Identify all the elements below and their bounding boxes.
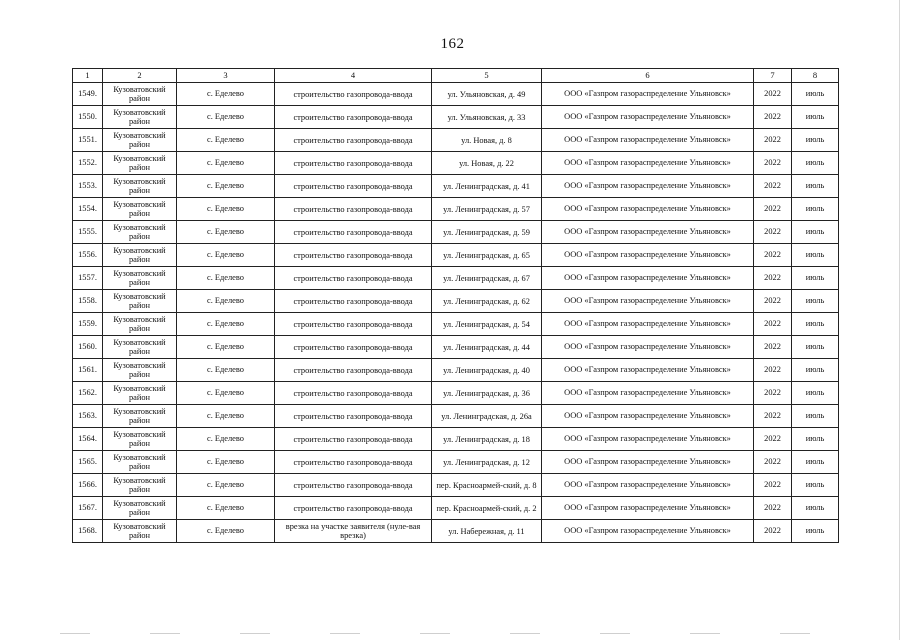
district-cell: Кузоватовский район bbox=[103, 497, 177, 520]
organization-cell: ООО «Газпром газораспределение Ульяновск» bbox=[542, 359, 754, 382]
district-cell: Кузоватовский район bbox=[103, 451, 177, 474]
column-header: 4 bbox=[275, 69, 432, 83]
row-number: 1562. bbox=[73, 382, 103, 405]
row-number: 1567. bbox=[73, 497, 103, 520]
column-header: 3 bbox=[177, 69, 275, 83]
year-cell: 2022 bbox=[754, 198, 792, 221]
row-number: 1559. bbox=[73, 313, 103, 336]
table-row bbox=[73, 129, 839, 152]
month-cell: июль bbox=[792, 359, 839, 382]
district-cell: Кузоватовский район bbox=[103, 336, 177, 359]
address-cell: ул. Ленинградская, д. 36 bbox=[432, 382, 542, 405]
address-cell: ул. Ленинградская, д. 40 bbox=[432, 359, 542, 382]
row-number: 1552. bbox=[73, 152, 103, 175]
organization-cell: ООО «Газпром газораспределение Ульяновск» bbox=[542, 313, 754, 336]
month-cell: июль bbox=[792, 451, 839, 474]
table-row bbox=[73, 106, 839, 129]
month-cell: июль bbox=[792, 175, 839, 198]
scan-edge-bottom-line bbox=[60, 633, 845, 634]
table-row bbox=[73, 313, 839, 336]
locality-cell: с. Еделево bbox=[177, 520, 275, 543]
work-type-cell: строительство газопровода-ввода bbox=[275, 175, 432, 198]
locality-cell: с. Еделево bbox=[177, 83, 275, 106]
address-cell: ул. Ленинградская, д. 41 bbox=[432, 175, 542, 198]
locality-cell: с. Еделево bbox=[177, 221, 275, 244]
address-cell: ул. Ленинградская, д. 44 bbox=[432, 336, 542, 359]
work-type-cell: строительство газопровода-ввода bbox=[275, 428, 432, 451]
district-cell: Кузоватовский район bbox=[103, 267, 177, 290]
header-row bbox=[73, 69, 839, 83]
address-cell: ул. Ленинградская, д. 62 bbox=[432, 290, 542, 313]
table-row bbox=[73, 428, 839, 451]
table-row bbox=[73, 267, 839, 290]
organization-cell: ООО «Газпром газораспределение Ульяновск» bbox=[542, 129, 754, 152]
month-cell: июль bbox=[792, 313, 839, 336]
work-type-cell: строительство газопровода-ввода bbox=[275, 152, 432, 175]
year-cell: 2022 bbox=[754, 428, 792, 451]
organization-cell: ООО «Газпром газораспределение Ульяновск» bbox=[542, 290, 754, 313]
row-number: 1550. bbox=[73, 106, 103, 129]
locality-cell: с. Еделево bbox=[177, 382, 275, 405]
locality-cell: с. Еделево bbox=[177, 152, 275, 175]
row-number: 1558. bbox=[73, 290, 103, 313]
district-cell: Кузоватовский район bbox=[103, 313, 177, 336]
table-row bbox=[73, 152, 839, 175]
district-cell: Кузоватовский район bbox=[103, 290, 177, 313]
district-cell: Кузоватовский район bbox=[103, 428, 177, 451]
address-cell: ул. Ленинградская, д. 54 bbox=[432, 313, 542, 336]
locality-cell: с. Еделево bbox=[177, 451, 275, 474]
year-cell: 2022 bbox=[754, 175, 792, 198]
year-cell: 2022 bbox=[754, 290, 792, 313]
table-row bbox=[73, 405, 839, 428]
month-cell: июль bbox=[792, 336, 839, 359]
row-number: 1556. bbox=[73, 244, 103, 267]
district-cell: Кузоватовский район bbox=[103, 83, 177, 106]
organization-cell: ООО «Газпром газораспределение Ульяновск» bbox=[542, 451, 754, 474]
locality-cell: с. Еделево bbox=[177, 290, 275, 313]
organization-cell: ООО «Газпром газораспределение Ульяновск» bbox=[542, 175, 754, 198]
work-type-cell: строительство газопровода-ввода bbox=[275, 474, 432, 497]
row-number: 1560. bbox=[73, 336, 103, 359]
month-cell: июль bbox=[792, 221, 839, 244]
district-cell: Кузоватовский район bbox=[103, 221, 177, 244]
row-number: 1565. bbox=[73, 451, 103, 474]
table-row bbox=[73, 336, 839, 359]
table-row bbox=[73, 382, 839, 405]
work-type-cell: строительство газопровода-ввода bbox=[275, 129, 432, 152]
district-cell: Кузоватовский район bbox=[103, 359, 177, 382]
organization-cell: ООО «Газпром газораспределение Ульяновск» bbox=[542, 267, 754, 290]
locality-cell: с. Еделево bbox=[177, 313, 275, 336]
address-cell: ул. Ленинградская, д. 57 bbox=[432, 198, 542, 221]
locality-cell: с. Еделево bbox=[177, 175, 275, 198]
month-cell: июль bbox=[792, 244, 839, 267]
year-cell: 2022 bbox=[754, 451, 792, 474]
table-body bbox=[73, 83, 839, 543]
organization-cell: ООО «Газпром газораспределение Ульяновск» bbox=[542, 405, 754, 428]
locality-cell: с. Еделево bbox=[177, 428, 275, 451]
address-cell: пер. Красноармей-ский, д. 2 bbox=[432, 497, 542, 520]
district-cell: Кузоватовский район bbox=[103, 152, 177, 175]
organization-cell: ООО «Газпром газораспределение Ульяновск» bbox=[542, 152, 754, 175]
work-type-cell: строительство газопровода-ввода bbox=[275, 290, 432, 313]
work-type-cell: врезка на участке заявителя (нуле-вая врезка) bbox=[275, 520, 432, 543]
year-cell: 2022 bbox=[754, 83, 792, 106]
month-cell: июль bbox=[792, 267, 839, 290]
row-number: 1563. bbox=[73, 405, 103, 428]
month-cell: июль bbox=[792, 83, 839, 106]
work-type-cell: строительство газопровода-ввода bbox=[275, 451, 432, 474]
month-cell: июль bbox=[792, 405, 839, 428]
column-header: 6 bbox=[542, 69, 754, 83]
row-number: 1554. bbox=[73, 198, 103, 221]
month-cell: июль bbox=[792, 474, 839, 497]
district-cell: Кузоватовский район bbox=[103, 175, 177, 198]
address-cell: ул. Набережная, д. 11 bbox=[432, 520, 542, 543]
column-header: 1 bbox=[73, 69, 103, 83]
month-cell: июль bbox=[792, 152, 839, 175]
locality-cell: с. Еделево bbox=[177, 198, 275, 221]
table-row bbox=[73, 451, 839, 474]
row-number: 1549. bbox=[73, 83, 103, 106]
work-type-cell: строительство газопровода-ввода bbox=[275, 313, 432, 336]
organization-cell: ООО «Газпром газораспределение Ульяновск» bbox=[542, 244, 754, 267]
year-cell: 2022 bbox=[754, 152, 792, 175]
work-type-cell: строительство газопровода-ввода bbox=[275, 83, 432, 106]
row-number: 1551. bbox=[73, 129, 103, 152]
district-cell: Кузоватовский район bbox=[103, 520, 177, 543]
month-cell: июль bbox=[792, 497, 839, 520]
work-type-cell: строительство газопровода-ввода bbox=[275, 198, 432, 221]
locality-cell: с. Еделево bbox=[177, 267, 275, 290]
organization-cell: ООО «Газпром газораспределение Ульяновск» bbox=[542, 382, 754, 405]
organization-cell: ООО «Газпром газораспределение Ульяновск» bbox=[542, 336, 754, 359]
address-cell: ул. Ленинградская, д. 59 bbox=[432, 221, 542, 244]
table-row bbox=[73, 198, 839, 221]
scan-edge-line bbox=[899, 0, 900, 640]
table-row bbox=[73, 221, 839, 244]
organization-cell: ООО «Газпром газораспределение Ульяновск» bbox=[542, 474, 754, 497]
address-cell: ул. Ленинградская, д. 26а bbox=[432, 405, 542, 428]
organization-cell: ООО «Газпром газораспределение Ульяновск» bbox=[542, 497, 754, 520]
table-row bbox=[73, 175, 839, 198]
address-cell: ул. Новая, д. 8 bbox=[432, 129, 542, 152]
address-cell: ул. Ленинградская, д. 65 bbox=[432, 244, 542, 267]
month-cell: июль bbox=[792, 382, 839, 405]
work-type-cell: строительство газопровода-ввода bbox=[275, 359, 432, 382]
district-cell: Кузоватовский район bbox=[103, 129, 177, 152]
locality-cell: с. Еделево bbox=[177, 474, 275, 497]
table-row bbox=[73, 359, 839, 382]
district-cell: Кузоватовский район bbox=[103, 198, 177, 221]
organization-cell: ООО «Газпром газораспределение Ульяновск» bbox=[542, 428, 754, 451]
column-header: 8 bbox=[792, 69, 839, 83]
district-cell: Кузоватовский район bbox=[103, 244, 177, 267]
table-row bbox=[73, 244, 839, 267]
month-cell: июль bbox=[792, 106, 839, 129]
row-number: 1555. bbox=[73, 221, 103, 244]
column-header: 7 bbox=[754, 69, 792, 83]
organization-cell: ООО «Газпром газораспределение Ульяновск» bbox=[542, 221, 754, 244]
column-header: 2 bbox=[103, 69, 177, 83]
locality-cell: с. Еделево bbox=[177, 129, 275, 152]
month-cell: июль bbox=[792, 520, 839, 543]
district-cell: Кузоватовский район bbox=[103, 106, 177, 129]
organization-cell: ООО «Газпром газораспределение Ульяновск» bbox=[542, 520, 754, 543]
year-cell: 2022 bbox=[754, 497, 792, 520]
row-number: 1557. bbox=[73, 267, 103, 290]
organization-cell: ООО «Газпром газораспределение Ульяновск» bbox=[542, 198, 754, 221]
district-cell: Кузоватовский район bbox=[103, 474, 177, 497]
locality-cell: с. Еделево bbox=[177, 405, 275, 428]
year-cell: 2022 bbox=[754, 336, 792, 359]
work-type-cell: строительство газопровода-ввода bbox=[275, 405, 432, 428]
address-cell: ул. Новая, д. 22 bbox=[432, 152, 542, 175]
locality-cell: с. Еделево bbox=[177, 336, 275, 359]
row-number: 1568. bbox=[73, 520, 103, 543]
page-number: 162 bbox=[440, 36, 465, 52]
work-type-cell: строительство газопровода-ввода bbox=[275, 336, 432, 359]
year-cell: 2022 bbox=[754, 382, 792, 405]
year-cell: 2022 bbox=[754, 129, 792, 152]
table-row bbox=[73, 520, 839, 543]
year-cell: 2022 bbox=[754, 221, 792, 244]
year-cell: 2022 bbox=[754, 405, 792, 428]
month-cell: июль bbox=[792, 428, 839, 451]
year-cell: 2022 bbox=[754, 244, 792, 267]
address-cell: пер. Красноармей-ский, д. 8 bbox=[432, 474, 542, 497]
work-type-cell: строительство газопровода-ввода bbox=[275, 221, 432, 244]
year-cell: 2022 bbox=[754, 520, 792, 543]
address-cell: ул. Ленинградская, д. 18 bbox=[432, 428, 542, 451]
locality-cell: с. Еделево bbox=[177, 106, 275, 129]
month-cell: июль bbox=[792, 129, 839, 152]
work-type-cell: строительство газопровода-ввода bbox=[275, 382, 432, 405]
address-cell: ул. Ульяновская, д. 33 bbox=[432, 106, 542, 129]
organization-cell: ООО «Газпром газораспределение Ульяновск» bbox=[542, 106, 754, 129]
table-row bbox=[73, 290, 839, 313]
registry-table bbox=[72, 68, 839, 543]
locality-cell: с. Еделево bbox=[177, 497, 275, 520]
year-cell: 2022 bbox=[754, 359, 792, 382]
year-cell: 2022 bbox=[754, 106, 792, 129]
work-type-cell: строительство газопровода-ввода bbox=[275, 497, 432, 520]
year-cell: 2022 bbox=[754, 474, 792, 497]
work-type-cell: строительство газопровода-ввода bbox=[275, 244, 432, 267]
address-cell: ул. Ленинградская, д. 67 bbox=[432, 267, 542, 290]
work-type-cell: строительство газопровода-ввода bbox=[275, 267, 432, 290]
work-type-cell: строительство газопровода-ввода bbox=[275, 106, 432, 129]
table-row bbox=[73, 497, 839, 520]
table-row bbox=[73, 83, 839, 106]
row-number: 1553. bbox=[73, 175, 103, 198]
address-cell: ул. Ленинградская, д. 12 bbox=[432, 451, 542, 474]
column-header: 5 bbox=[432, 69, 542, 83]
locality-cell: с. Еделево bbox=[177, 359, 275, 382]
district-cell: Кузоватовский район bbox=[103, 382, 177, 405]
month-cell: июль bbox=[792, 290, 839, 313]
row-number: 1564. bbox=[73, 428, 103, 451]
row-number: 1566. bbox=[73, 474, 103, 497]
year-cell: 2022 bbox=[754, 267, 792, 290]
year-cell: 2022 bbox=[754, 313, 792, 336]
table-row bbox=[73, 474, 839, 497]
organization-cell: ООО «Газпром газораспределение Ульяновск» bbox=[542, 83, 754, 106]
district-cell: Кузоватовский район bbox=[103, 405, 177, 428]
address-cell: ул. Ульяновская, д. 49 bbox=[432, 83, 542, 106]
row-number: 1561. bbox=[73, 359, 103, 382]
month-cell: июль bbox=[792, 198, 839, 221]
locality-cell: с. Еделево bbox=[177, 244, 275, 267]
